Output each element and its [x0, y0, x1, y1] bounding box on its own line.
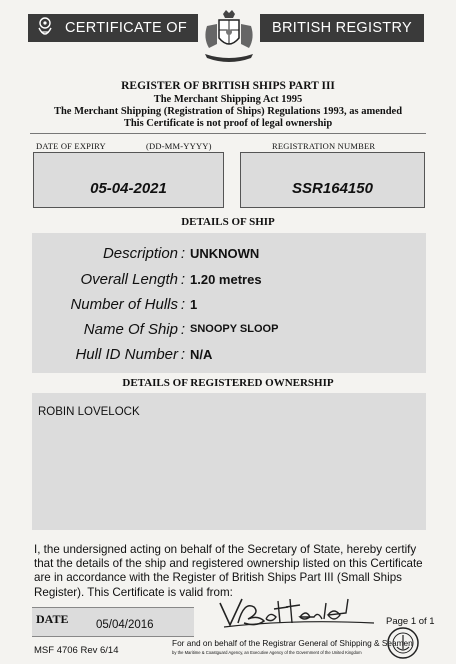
mca-crest-icon: [34, 14, 56, 42]
expiry-label: DATE OF EXPIRY: [36, 141, 106, 151]
date-label: DATE: [36, 612, 69, 626]
detail-row-number-of-hulls: [40, 293, 440, 315]
regulations-title: The Merchant Shipping (Registration of Ships) Regulations 1993, as amended: [53, 106, 403, 117]
details-of-ship-title: DETAILS OF SHIP: [181, 216, 275, 228]
divider: [30, 133, 426, 134]
date-value: 05/04/2016: [96, 619, 154, 631]
registration-box: [240, 152, 425, 208]
detail-sep: :: [180, 345, 186, 363]
royal-coat-of-arms-icon: [199, 8, 259, 66]
certification-text: I, the undersigned acting on behalf of the Secretary of State, hereby certify that the details of the ship and registered ownership listed on this Certificate are in accordance with the Register of British Ships Part III (Small Ships Register). This Certificate is valid from:: [34, 543, 423, 599]
detail-value: 1.20 metres: [190, 271, 262, 287]
detail-row-overall-length: [40, 268, 440, 290]
detail-label: Description: [102, 244, 178, 262]
detail-label: Overall Length: [80, 270, 178, 288]
register-title: REGISTER OF BRITISH SHIPS PART III: [121, 80, 335, 92]
owner-name: ROBIN LOVELOCK: [38, 406, 140, 418]
page-indicator: Page 1 of 1: [386, 616, 435, 627]
detail-value: SNOOPY SLOOP: [190, 323, 279, 335]
registration-value: SSR164150: [292, 180, 373, 197]
date-box: [32, 607, 194, 637]
expiry-value: 05-04-2021: [90, 180, 167, 197]
detail-label: Number of Hulls: [70, 295, 178, 313]
detail-row-hull-id: [40, 343, 440, 365]
detail-label: Hull ID Number: [75, 345, 178, 363]
registrar-text: For and on behalf of the Registrar General of Shipping & Seamen: [172, 638, 413, 648]
registration-label: REGISTRATION NUMBER: [272, 141, 376, 151]
detail-sep: :: [180, 295, 186, 313]
detail-value: UNKNOWN: [190, 245, 260, 261]
expiry-box: [33, 152, 224, 208]
detail-row-description: [40, 242, 440, 264]
expiry-format: (DD-MM-YYYY): [146, 141, 212, 151]
detail-sep: :: [180, 320, 186, 338]
header-right-banner: [260, 14, 424, 42]
act-title: The Merchant Shipping Act 1995: [153, 94, 303, 105]
detail-row-name-of-ship: [40, 318, 440, 340]
agency-text: by the Maritime & Coastguard Agency, an Executive Agency of the Government of the United Kingdom: [172, 650, 362, 655]
mca-seal-icon: [385, 625, 421, 661]
detail-sep: :: [180, 270, 186, 288]
ownership-title: DETAILS OF REGISTERED OWNERSHIP: [122, 377, 334, 389]
notice-text: This Certificate is not proof of legal ownership: [123, 118, 333, 129]
detail-sep: :: [180, 244, 186, 262]
detail-value: N/A: [190, 346, 213, 362]
header-right-title: BRITISH REGISTRY: [272, 20, 412, 36]
signature-icon: [214, 593, 380, 631]
detail-label: Name Of Ship: [83, 320, 178, 338]
form-number: MSF 4706 Rev 6/14: [34, 645, 119, 656]
header-left-title: CERTIFICATE OF: [64, 20, 188, 36]
detail-value: 1: [190, 296, 198, 312]
